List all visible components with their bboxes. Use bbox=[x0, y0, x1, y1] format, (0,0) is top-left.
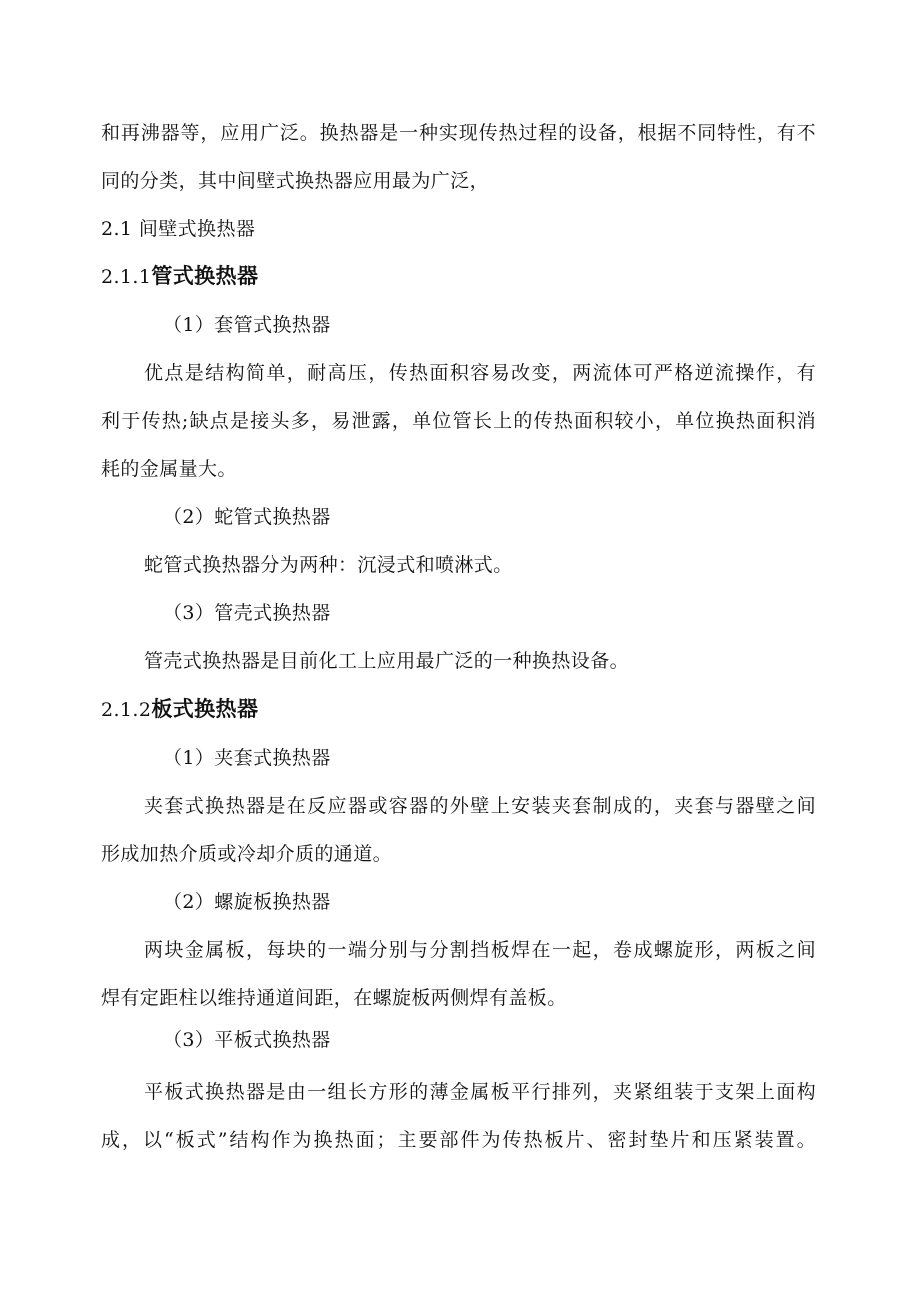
paragraph-line: 平板式换热器是由一组长方形的薄金属板平行排列，夹紧组装于支架上面构 bbox=[144, 1081, 816, 1103]
section-2-1-2-title: 板式换热器 bbox=[151, 697, 259, 721]
section-2-1-heading: 2.1 间壁式换热器 bbox=[101, 218, 256, 240]
paragraph-line: 利于传热;缺点是接头多，易泄露，单位管长上的传热面积较小，单位换热面积消 bbox=[101, 410, 816, 432]
paragraph-line: 焊有定距柱以维持通道间距，在螺旋板两侧焊有盖板。 bbox=[101, 987, 567, 1009]
paragraph-line: 管壳式换热器是目前化工上应用最广泛的一种换热设备。 bbox=[144, 650, 630, 672]
item-heading: （1）夹套式换热器 bbox=[163, 747, 331, 769]
paragraph-line: 两块金属板，每块的一端分别与分割挡板焊在一起，卷成螺旋形，两板之间 bbox=[144, 939, 816, 961]
paragraph-line: 蛇管式换热器分为两种：沉浸式和喷淋式。 bbox=[144, 554, 513, 576]
item-heading: （3）管壳式换热器 bbox=[163, 602, 331, 624]
section-2-1-1-number: 2.1.1 bbox=[101, 266, 152, 288]
item-heading: （1）套管式换热器 bbox=[163, 314, 331, 336]
intro-line-1: 和再沸器等，应用广泛。换热器是一种实现传热过程的设备，根据不同特性，有不 bbox=[101, 122, 816, 144]
section-2-1-1-heading bbox=[101, 264, 258, 289]
item-heading: （2）蛇管式换热器 bbox=[163, 506, 331, 528]
section-2-1-1-title: 管式换热器 bbox=[151, 264, 259, 288]
item-heading: （2）螺旋板换热器 bbox=[163, 891, 331, 913]
section-2-1-2-heading bbox=[101, 697, 258, 722]
paragraph-line: 形成加热介质或冷却介质的通道。 bbox=[101, 843, 393, 865]
item-heading: （3）平板式换热器 bbox=[163, 1029, 331, 1051]
paragraph-line: 成，以“板式”结构作为换热面；主要部件为传热板片、密封垫片和压紧装置。 bbox=[101, 1129, 816, 1151]
paragraph-line: 耗的金属量大。 bbox=[101, 458, 237, 480]
paragraph-line: 优点是结构简单，耐高压，传热面积容易改变，两流体可严格逆流操作，有 bbox=[144, 362, 816, 384]
section-2-1-2-number: 2.1.2 bbox=[101, 699, 152, 721]
paragraph-line: 夹套式换热器是在反应器或容器的外壁上安装夹套制成的，夹套与器壁之间 bbox=[144, 795, 816, 817]
intro-line-2: 同的分类，其中间壁式换热器应用最为广泛， bbox=[101, 170, 490, 192]
